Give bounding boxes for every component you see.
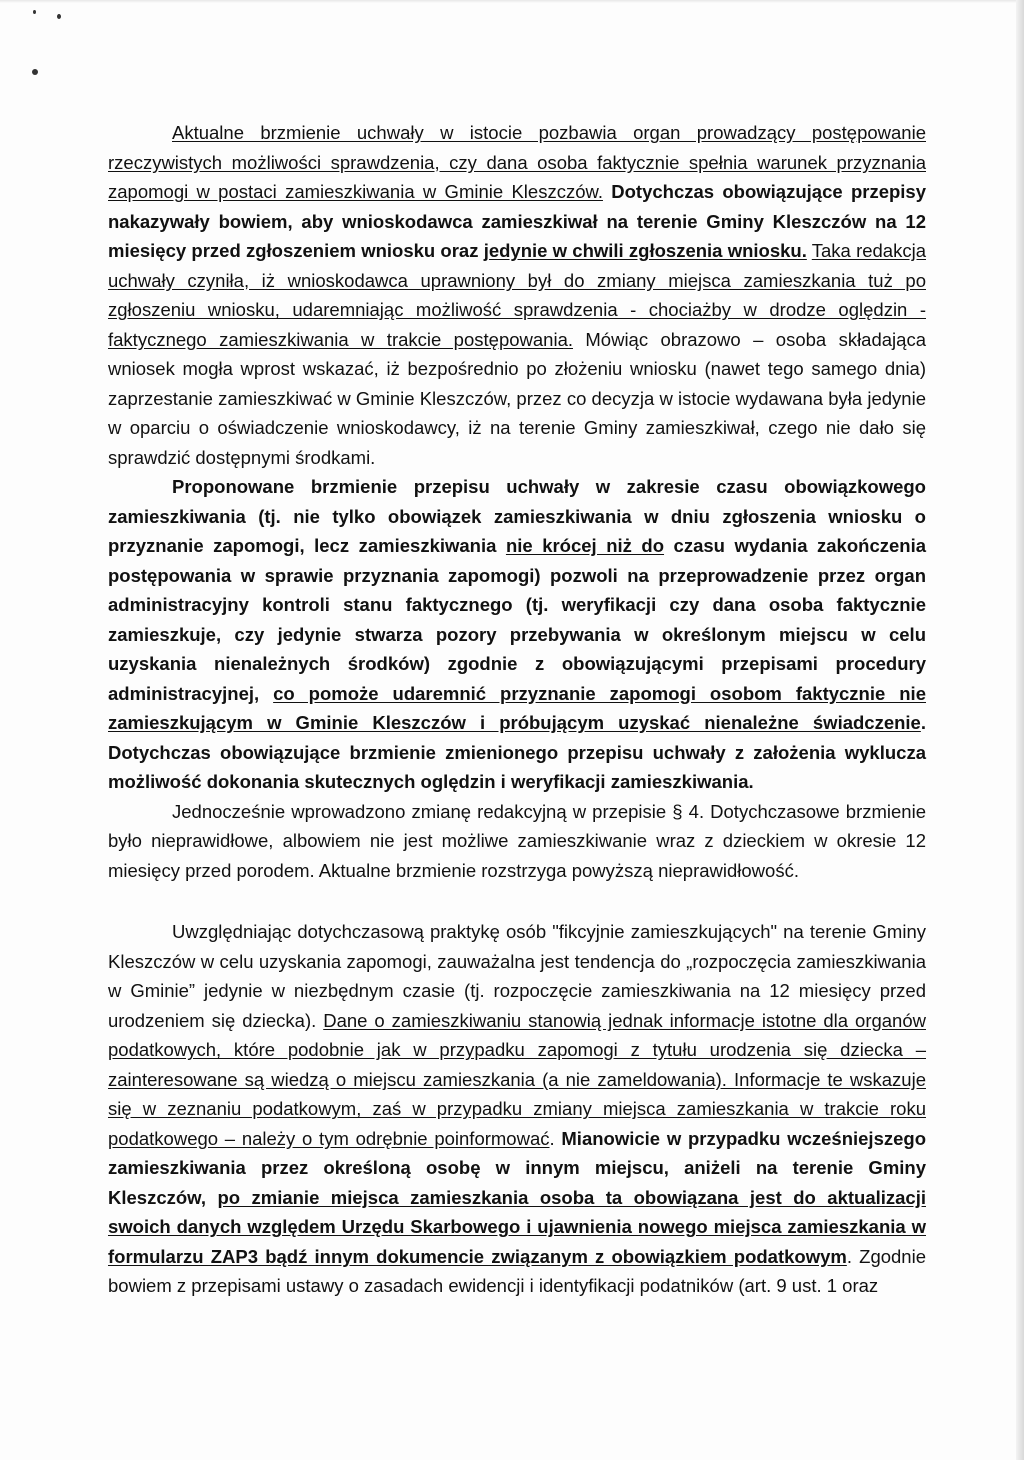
text-segment: Dane o zamieszkiwaniu stanowią jednak informacje istotne dla organów podatkowych, które podobnie jak w przypadku zapomogi z tytułu urodzenia się dziecka – zainteresowane są wiedzą o miejscu zamieszkania (a nie zameldowania). Informacje te wskazuje się w zeznaniu podatkowym, zaś w przypadku zmiany miejsca zamieszkania w trakcie roku podatkowego – należy o tym odrębnie poinformować [108, 1009, 926, 1149]
text-segment: nie krócej niż do [505, 535, 665, 556]
text-segment: . [549, 1127, 562, 1149]
scan-speck [33, 10, 36, 14]
paragraph-1 [108, 118, 926, 472]
paragraph-2 [108, 472, 926, 797]
scan-speck [32, 69, 38, 75]
text-segment: . Dotychczas obowiązujące brzmienie zmienionego przepisu uchwały z założenia wyklucza możliwość dokonania skutecznych oględzin i weryfikacji zamieszkiwania. [108, 712, 926, 792]
text-segment: Jednocześnie wprowadzono zmianę redakcyjną w przepisie § 4. Dotychczasowe brzmienie było nieprawidłowe, albowiem nie jest możliwe zamieszkiwanie wraz z dzieckiem w okresie 12 miesięcy przed porodem. Aktualne brzmienie rozstrzyga powyższą nieprawidłowość. [108, 800, 926, 881]
document-body [108, 118, 926, 1301]
text-segment: . Zgodnie bowiem z przepisami ustawy o zasadach ewidencji i identyfikacji podatników (art. 9 ust. 1 oraz [108, 1245, 926, 1296]
text-segment: co pomoże udaremnić przyznanie zapomogi osobom faktycznie nie zamieszkującym w Gminie Kleszczów i próbującym uzyskać nienależne świadczenie [108, 682, 926, 733]
text-segment: Aktualne brzmienie uchwały w istocie pozbawia organ prowadzący postępowanie rzeczywistych możliwości sprawdzenia, czy dana osoba faktycznie spełnia warunek przyznania zapomogi w postaci zamieszkiwania w Gminie Kleszczów. [108, 122, 926, 202]
scan-speck [57, 14, 61, 19]
paragraph-gap [108, 885, 926, 917]
text-segment: Mówiąc obrazowo – osoba składająca wniosek mogła wprost wskazać, iż bezpośrednio po złożeniu wniosku (nawet tego samego dnia) zaprzestanie zamieszkiwać w Gminie Kleszczów, przez co decyzja w istocie wydawana była jedynie w oparciu o oświadczenie wnioskodawcy, iż na terenie Gminy zamieszkiwał, czego nie dało się sprawdzić dostępnymi środkami. [108, 328, 926, 468]
text-segment: Uwzględniając dotychczasową praktykę osób "fikcyjnie zamieszkujących" na terenie Gminy Kleszczów w celu uzyskania zapomogi, zauważalna jest tendencja do „rozpoczęcia zamieszkiwania w Gminie” jedynie w niezbędnym czasie (tj. rozpoczęcie zamieszkiwania na 12 miesięcy przed urodzeniem się dziecka). [108, 921, 926, 1031]
page-right-edge [1016, 0, 1024, 1460]
text-segment: Taka redakcja uchwały czyniła, iż wnioskodawca uprawniony był do zmiany miejsca zamieszkania tuż po zgłoszeniu wniosku, udaremniając możliwość sprawdzenia - chociażby w drodze oględzin - faktycznego zamieszkiwania w trakcie postępowania. [108, 240, 926, 350]
text-segment: czasu wydania zakończenia postępowania w sprawie przyznania zapomogi) pozwoli na przeprowadzenie przez organ administracyjny kontroli stanu faktycznego (tj. weryfikacji czy dana osoba faktycznie zamieszkuje, czy jedynie stwarza pozory przebywania w określonym miejscu w celu uzyskania nienależnych środków) zgodnie z obowiązującymi przepisami procedury administracyjnej, [108, 535, 926, 704]
text-segment: Dotychczas obowiązujące przepisy nakazywały bowiem, aby wnioskodawca zamieszkiwał na terenie Gminy Kleszczów na 12 miesięcy przed zgłoszeniem wniosku oraz [108, 181, 927, 261]
page-top-edge [0, 0, 1024, 3]
text-segment: jedynie w chwili zgłoszenia wniosku. [483, 240, 807, 261]
paragraph-3 [108, 797, 926, 886]
paragraph-4 [108, 917, 926, 1301]
text-segment: Mianowicie w przypadku wcześniejszego zamieszkiwania przez określoną osobę w innym miejscu, aniżeli na terenie Gminy Kleszczów, [108, 1127, 926, 1208]
text-segment: Proponowane brzmienie przepisu uchwały w zakresie czasu obowiązkowego zamieszkiwania (tj. nie tylko obowiązek zamieszkiwania w dniu zgłoszenia wniosku o przyznanie zapomogi, lecz zamieszkiwania [108, 476, 926, 556]
text-segment: po zmianie miejsca zamieszkania osoba ta obowiązana jest do aktualizacji swoich danych względem Urzędu Skarbowego i ujawnienia nowego miejsca zamieszkania w formularzu ZAP3 bądź innym dokumencie związanym z obowiązkiem podatkowym [108, 1186, 926, 1267]
